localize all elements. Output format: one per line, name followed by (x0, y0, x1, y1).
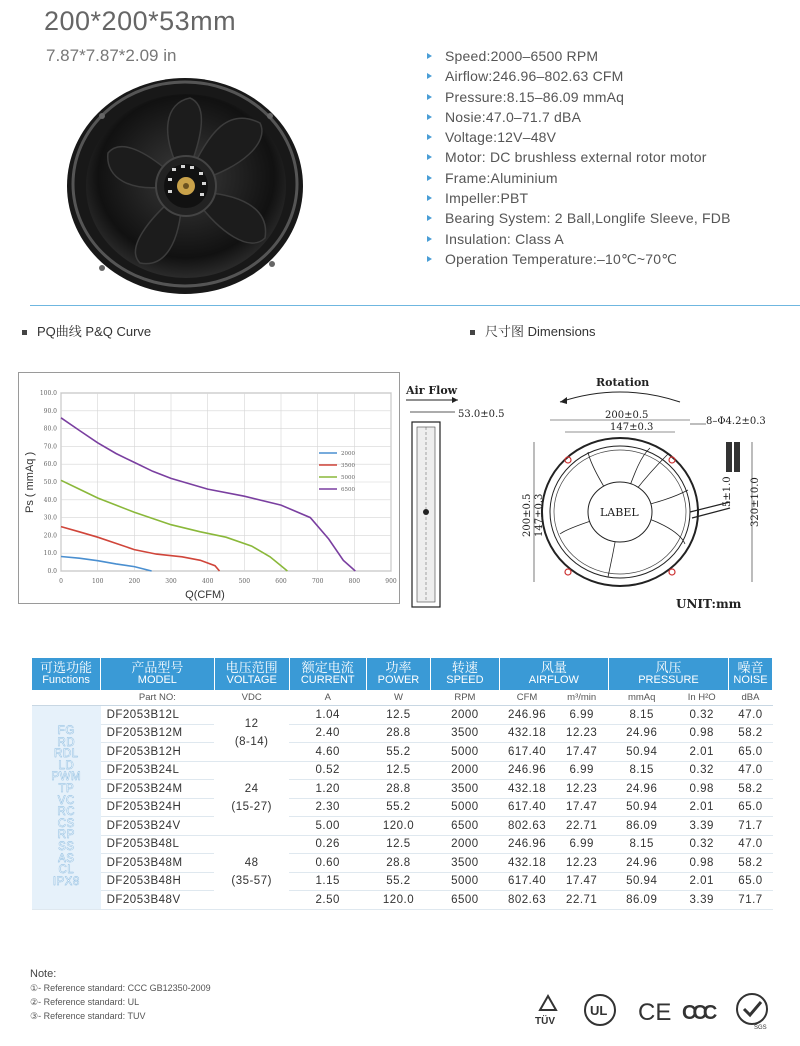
column-header: 功率 POWER (366, 658, 430, 690)
value-cell: 0.26 (289, 835, 366, 854)
y-tick-label: 80.0 (43, 425, 57, 433)
model-cell: DF2053B12H (101, 743, 215, 762)
value-cell: 8.15 (608, 835, 674, 854)
table-row (32, 724, 773, 743)
value-cell: 47.0 (729, 706, 773, 725)
table-row (32, 706, 773, 725)
voltage-cell: 12 (8-14) (214, 706, 289, 762)
value-cell: 65.0 (729, 743, 773, 762)
value-cell: 24.96 (608, 724, 674, 743)
y-tick-label: 40.0 (43, 496, 57, 504)
svg-text:TÜV: TÜV (535, 1016, 555, 1027)
table-row (32, 743, 773, 762)
value-cell: 55.2 (366, 798, 430, 817)
column-header: 可选功能 Functions (32, 658, 101, 690)
value-cell: 3500 (431, 854, 500, 873)
value-cell: 2.01 (675, 872, 729, 891)
value-cell: 50.94 (608, 872, 674, 891)
functions-cell (32, 706, 101, 910)
value-cell: 8.15 (608, 761, 674, 780)
value-cell: 4.60 (289, 743, 366, 762)
x-tick-label: 600 (275, 578, 287, 585)
value-cell: 28.8 (366, 724, 430, 743)
function-code: RP (57, 829, 75, 842)
value-cell: 8.15 (608, 706, 674, 725)
unit-cell: Part NO: (101, 690, 215, 706)
value-cell: 432.18 (499, 780, 555, 799)
model-cell: DF2053B24H (101, 798, 215, 817)
svg-text:CE: CE (638, 999, 672, 1026)
rotation-label: Rotation (596, 376, 650, 389)
value-cell: 22.71 (555, 817, 609, 836)
x-tick-label: 300 (165, 578, 177, 585)
unit-cell: dBA (729, 690, 773, 706)
spec-item: Frame:Aluminium (427, 170, 731, 190)
x-tick-label: 700 (311, 578, 324, 585)
value-cell: 58.2 (729, 724, 773, 743)
svg-text:CCC: CCC (682, 1002, 714, 1024)
y-tick-label: 30.0 (43, 514, 57, 522)
value-cell: 5000 (431, 872, 500, 891)
value-cell: 12.5 (366, 706, 430, 725)
ce-logo (638, 999, 671, 1026)
value-cell: 246.96 (499, 761, 555, 780)
value-cell: 617.40 (499, 872, 555, 891)
pq-chart (19, 373, 399, 603)
table-row (32, 780, 773, 799)
column-header: 产品型号 MODEL (101, 658, 215, 690)
column-header: 转速 SPEED (431, 658, 500, 690)
value-cell: 47.0 (729, 761, 773, 780)
value-cell: 47.0 (729, 835, 773, 854)
lead-length-a: 5±1.0 (722, 476, 733, 507)
value-cell: 2000 (431, 706, 500, 725)
function-code: CS (57, 817, 75, 830)
value-cell: 65.0 (729, 798, 773, 817)
label-text: LABEL (600, 506, 639, 519)
pq-chart-frame (18, 372, 400, 604)
value-cell: 12.5 (366, 835, 430, 854)
air-flow-label: Air Flow (406, 384, 458, 397)
tuv-logo (535, 996, 556, 1027)
value-cell: 0.32 (675, 706, 729, 725)
spec-item: Speed:2000–6500 RPM (427, 48, 731, 68)
value-cell: 6500 (431, 891, 500, 910)
column-header: 电压范围 VOLTAGE (214, 658, 289, 690)
value-cell: 55.2 (366, 872, 430, 891)
value-cell: 2.50 (289, 891, 366, 910)
value-cell: 5000 (431, 798, 500, 817)
value-cell: 71.7 (729, 891, 773, 910)
value-cell: 50.94 (608, 743, 674, 762)
x-tick-label: 800 (348, 578, 361, 585)
value-cell: 120.0 (366, 891, 430, 910)
sgs-logo (737, 994, 767, 1030)
function-code: RD (57, 736, 76, 749)
function-code: VC (57, 794, 75, 807)
value-cell: 246.96 (499, 706, 555, 725)
value-cell: 65.0 (729, 872, 773, 891)
bullet-triangle-icon (427, 154, 432, 160)
bullet-triangle-icon (427, 215, 432, 221)
function-code: RC (57, 806, 76, 819)
bullet-triangle-icon (427, 114, 432, 120)
value-cell: 0.52 (289, 761, 366, 780)
value-cell: 50.94 (608, 798, 674, 817)
spec-item: Bearing System: 2 Ball,Longlife Sleeve, FDB (427, 210, 731, 230)
voltage-cell: 24 (15-27) (214, 761, 289, 835)
function-code: CL (58, 864, 75, 877)
y-tick-label: 100.0 (39, 390, 57, 397)
unit-cell: W (366, 690, 430, 706)
y-tick-label: 90.0 (43, 407, 57, 415)
certification-logos (530, 990, 780, 1030)
value-cell: 28.8 (366, 854, 430, 873)
value-cell: 2.01 (675, 798, 729, 817)
value-cell: 0.32 (675, 835, 729, 854)
value-cell: 2.30 (289, 798, 366, 817)
value-cell: 12.23 (555, 780, 609, 799)
value-cell: 617.40 (499, 798, 555, 817)
model-cell: DF2053B48L (101, 835, 215, 854)
value-cell: 1.20 (289, 780, 366, 799)
depth-dimension: 53.0±0.5 (458, 409, 505, 420)
value-cell: 24.96 (608, 780, 674, 799)
unit-cell: m³/min (555, 690, 609, 706)
bullet-triangle-icon (427, 134, 432, 140)
bullet-triangle-icon (427, 175, 432, 181)
x-axis-label: Q(CFM) (185, 589, 225, 601)
function-code: FG (57, 725, 75, 738)
value-cell: 1.15 (289, 872, 366, 891)
value-cell: 3500 (431, 724, 500, 743)
value-cell: 0.60 (289, 854, 366, 873)
voltage-cell: 48 (35-57) (214, 835, 289, 909)
note-item: ③- Reference standard: TUV (30, 1011, 146, 1021)
svg-text:UL: UL (590, 1003, 608, 1018)
spec-table (32, 658, 773, 910)
value-cell: 432.18 (499, 854, 555, 873)
value-cell: 0.98 (675, 724, 729, 743)
y-tick-label: 10.0 (43, 550, 57, 558)
value-cell: 2000 (431, 761, 500, 780)
value-cell: 3.39 (675, 891, 729, 910)
model-cell: DF2053B48V (101, 891, 215, 910)
model-cell: DF2053B48H (101, 872, 215, 891)
unit-cell: CFM (499, 690, 555, 706)
value-cell: 0.98 (675, 854, 729, 873)
note-item: ②- Reference standard: UL (30, 997, 140, 1007)
value-cell: 58.2 (729, 854, 773, 873)
value-cell: 2.40 (289, 724, 366, 743)
column-header: 噪音 NOISE (729, 658, 773, 690)
hole-dimension: 8–Φ4.2±0.3 (706, 416, 766, 427)
table-row (32, 872, 773, 891)
height-dimension: 200±0.5 (522, 493, 533, 537)
value-cell: 71.7 (729, 817, 773, 836)
value-cell: 5000 (431, 743, 500, 762)
table-row (32, 817, 773, 836)
value-cell: 5.00 (289, 817, 366, 836)
y-tick-label: 70.0 (43, 443, 57, 451)
value-cell: 22.71 (555, 891, 609, 910)
value-cell: 6.99 (555, 761, 609, 780)
spec-item: Nosie:47.0–71.7 dBA (427, 109, 731, 129)
spec-item: Operation Temperature:–10℃~70℃ (427, 251, 731, 271)
value-cell: 0.32 (675, 761, 729, 780)
model-cell: DF2053B24V (101, 817, 215, 836)
notes (30, 968, 211, 1022)
column-header: 风量 AIRFLOW (499, 658, 608, 690)
bullet-triangle-icon (427, 195, 432, 201)
value-cell: 55.2 (366, 743, 430, 762)
unit-cell: In H²O (675, 690, 729, 706)
value-cell: 17.47 (555, 872, 609, 891)
value-cell: 28.8 (366, 780, 430, 799)
section-heading-pq: PQ曲线 P&Q Curve (22, 321, 151, 340)
table-row (32, 891, 773, 910)
function-code: IPX8 (52, 875, 80, 888)
value-cell: 6.99 (555, 706, 609, 725)
y-tick-label: 60.0 (43, 461, 57, 469)
value-cell: 2.01 (675, 743, 729, 762)
value-cell: 17.47 (555, 743, 609, 762)
lead-length-b: 320±10.0 (750, 477, 761, 527)
note-item: ①- Reference standard: CCC GB12350-2009 (30, 983, 211, 993)
value-cell: 17.47 (555, 798, 609, 817)
ccc-logo (682, 1002, 717, 1024)
dimension-drawing (400, 372, 800, 622)
value-cell: 1.04 (289, 706, 366, 725)
function-code: SS (58, 841, 75, 854)
value-cell: 86.09 (608, 891, 674, 910)
function-code: LD (58, 759, 75, 772)
bullet-square-icon (22, 330, 27, 335)
bullet-triangle-icon (427, 73, 432, 79)
model-cell: DF2053B12L (101, 706, 215, 725)
bullet-triangle-icon (427, 53, 432, 59)
y-tick-label: 0.0 (47, 568, 57, 575)
spec-item: Impeller:PBT (427, 190, 731, 210)
vertical-hole-spacing: 147±0.3 (534, 493, 545, 537)
value-cell: 12.5 (366, 761, 430, 780)
spec-item: Insulation: Class A (427, 231, 731, 251)
value-cell: 86.09 (608, 817, 674, 836)
legend-label: 2000 (341, 451, 355, 457)
bullet-square-icon (470, 330, 475, 335)
x-tick-label: 200 (128, 578, 141, 585)
value-cell: 12.23 (555, 724, 609, 743)
unit-cell: A (289, 690, 366, 706)
value-cell: 0.98 (675, 780, 729, 799)
legend-label: 3500 (341, 463, 355, 469)
spec-item: Voltage:12V–48V (427, 129, 731, 149)
section-divider (30, 305, 800, 306)
table-row (32, 854, 773, 873)
table-row (32, 798, 773, 817)
y-axis-label: Ps ( mmAq ) (24, 451, 36, 513)
value-cell: 617.40 (499, 743, 555, 762)
spec-list (427, 48, 731, 271)
width-dimension: 200±0.5 (605, 410, 649, 421)
bullet-triangle-icon (427, 236, 432, 242)
legend-label: 6500 (341, 487, 355, 493)
notes-title: Note: (30, 968, 57, 980)
value-cell: 2000 (431, 835, 500, 854)
value-cell: 6.99 (555, 835, 609, 854)
value-cell: 3500 (431, 780, 500, 799)
unit-cell: mmAq (608, 690, 674, 706)
unit-cell: VDC (214, 690, 289, 706)
function-code: TP (58, 783, 75, 796)
value-cell: 3.39 (675, 817, 729, 836)
table-header-row (32, 658, 773, 690)
model-cell: DF2053B48M (101, 854, 215, 873)
function-code: AS (58, 852, 75, 865)
column-header: 额定电流 CURRENT (289, 658, 366, 690)
x-tick-label: 0 (59, 578, 63, 585)
value-cell: 246.96 (499, 835, 555, 854)
function-code: PWM (51, 771, 82, 784)
units-row (32, 690, 773, 706)
x-tick-label: 400 (201, 578, 214, 585)
unit-cell: RPM (431, 690, 500, 706)
value-cell: 12.23 (555, 854, 609, 873)
ul-logo (585, 995, 615, 1025)
x-tick-label: 500 (238, 578, 251, 585)
bullet-triangle-icon (427, 94, 432, 100)
x-tick-label: 900 (385, 578, 397, 585)
spec-item: Motor: DC brushless external rotor motor (427, 149, 731, 169)
hole-spacing-dimension: 147±0.3 (610, 422, 654, 433)
value-cell: 6500 (431, 817, 500, 836)
spec-item: Pressure:8.15–86.09 mmAq (427, 89, 731, 109)
value-cell: 432.18 (499, 724, 555, 743)
table-row (32, 761, 773, 780)
section-heading-dimensions: 尺寸图 Dimensions (470, 321, 596, 340)
y-tick-label: 50.0 (43, 479, 57, 486)
page-subtitle: 7.87*7.87*2.09 in (46, 46, 177, 65)
model-cell: DF2053B24M (101, 780, 215, 799)
svg-text:SGS: SGS (754, 1025, 767, 1030)
y-tick-label: 20.0 (43, 532, 57, 540)
table-row (32, 835, 773, 854)
value-cell: 802.63 (499, 817, 555, 836)
fan-photo (60, 68, 310, 298)
x-tick-label: 100 (91, 578, 104, 585)
model-cell: DF2053B24L (101, 761, 215, 780)
chart-grid (61, 393, 391, 571)
function-code: RDL (54, 748, 79, 761)
column-header: 风压 PRESSURE (608, 658, 728, 690)
value-cell: 120.0 (366, 817, 430, 836)
unit-label: UNIT:mm (676, 597, 742, 611)
page-title: 200*200*53mm (44, 6, 237, 36)
spec-item: Airflow:246.96–802.63 CFM (427, 68, 731, 88)
bullet-triangle-icon (427, 256, 432, 262)
value-cell: 24.96 (608, 854, 674, 873)
model-cell: DF2053B12M (101, 724, 215, 743)
value-cell: 802.63 (499, 891, 555, 910)
legend-label: 5000 (341, 475, 355, 481)
value-cell: 58.2 (729, 780, 773, 799)
